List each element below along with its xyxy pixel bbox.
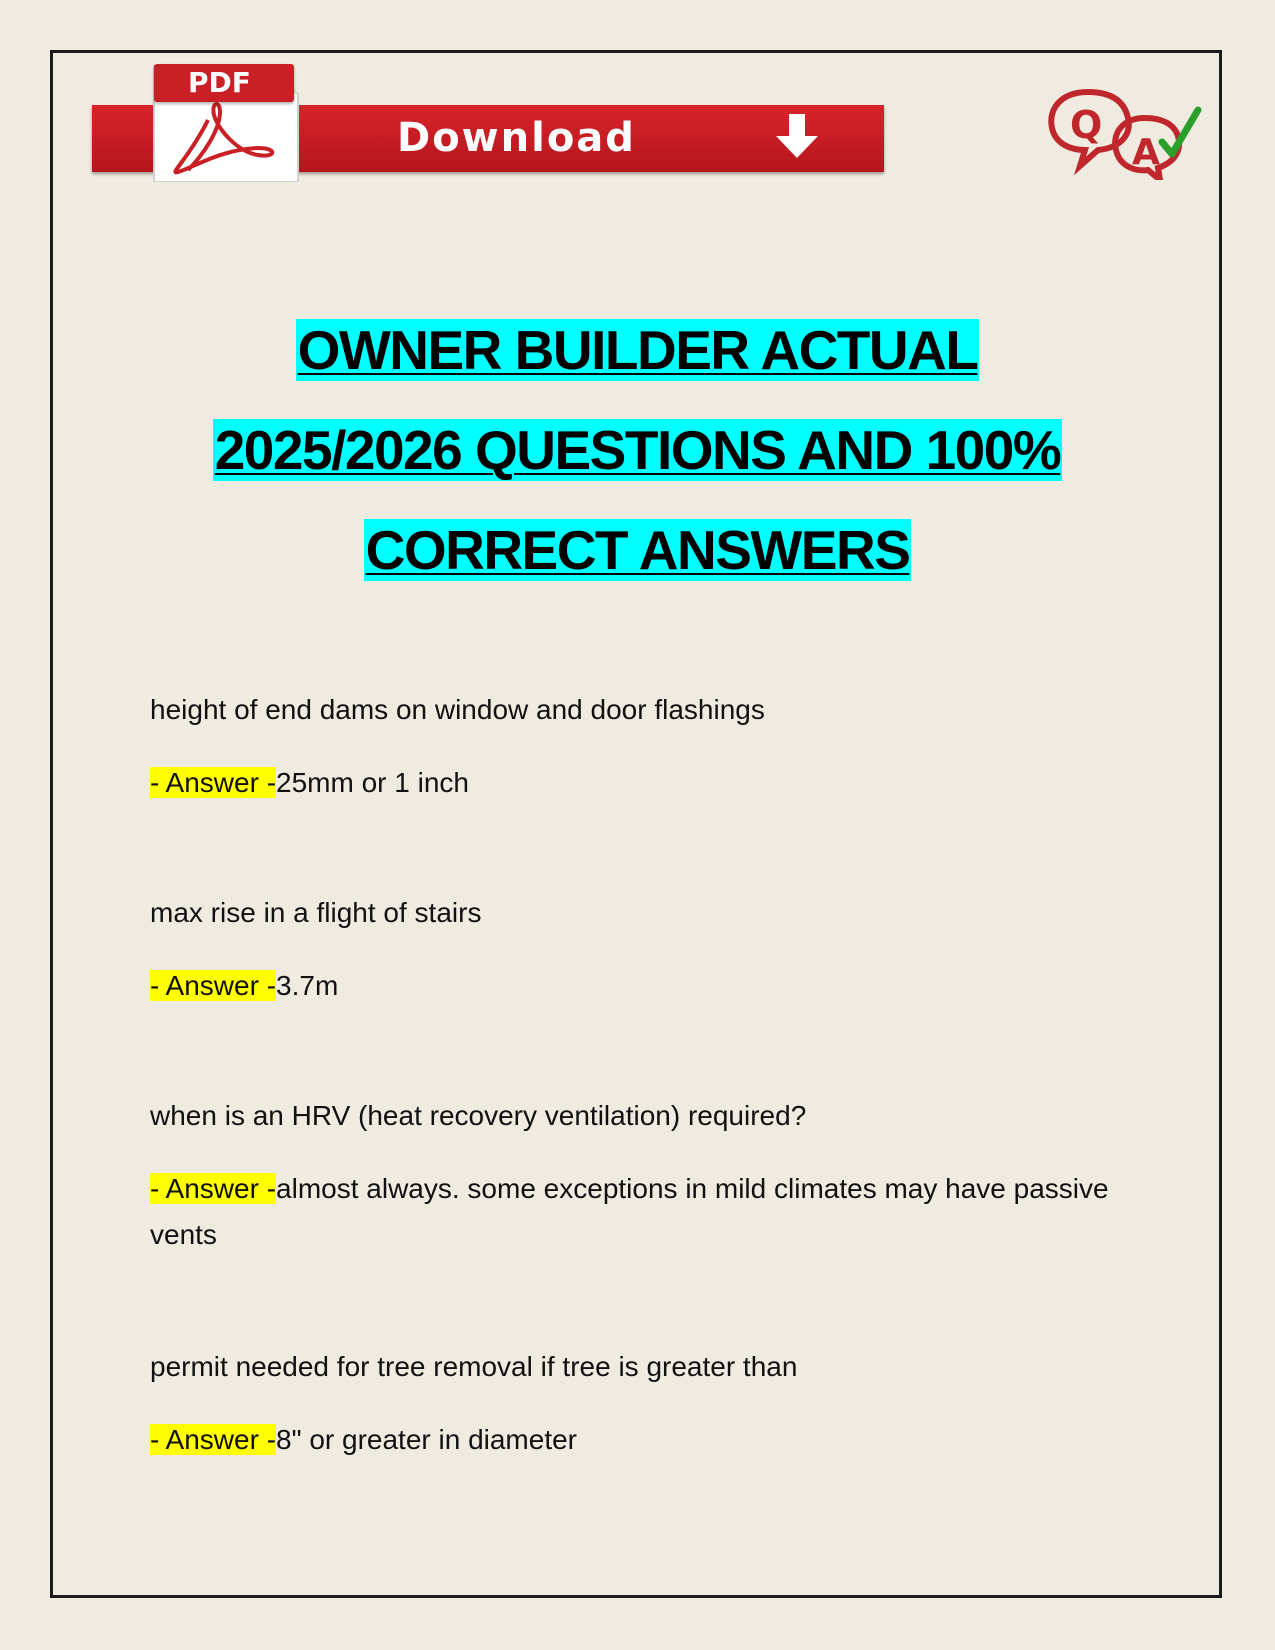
title-text-3: CORRECT ANSWERS: [365, 519, 910, 581]
answer-text: [150, 1417, 1110, 1463]
qa-logo-icon: [1040, 80, 1210, 180]
answer-text: [150, 963, 1110, 1009]
answer-text: [150, 760, 1110, 806]
pdf-download-banner[interactable]: [92, 60, 887, 185]
answer-text: [150, 1166, 1110, 1258]
question-text: permit needed for tree removal if tree is greater than: [150, 1351, 798, 1382]
answer-prefix: - Answer -: [150, 1424, 277, 1455]
document-title: [80, 300, 1195, 600]
title-text-1: OWNER BUILDER ACTUAL: [297, 319, 978, 381]
download-label: Download: [397, 115, 636, 161]
question-text: max rise in a flight of stairs: [150, 897, 482, 928]
answer-prefix: - Answer -: [150, 1173, 277, 1204]
answer-prefix: - Answer -: [150, 767, 277, 798]
title-text-2: 2025/2026 QUESTIONS AND 100%: [214, 419, 1061, 481]
answer-value: 3.7m: [276, 970, 339, 1001]
svg-text:Q: Q: [1070, 103, 1103, 147]
answer-value: almost always. some exceptions in mild climates may have passive vents: [150, 1173, 1109, 1250]
title-line-3: [80, 500, 1195, 600]
question-text: when is an HRV (heat recovery ventilation) required?: [150, 1100, 807, 1131]
answer-value: 8" or greater in diameter: [276, 1424, 578, 1455]
answer-prefix: - Answer -: [150, 970, 277, 1001]
svg-text:A: A: [1132, 132, 1160, 173]
pdf-label: PDF: [154, 64, 294, 102]
pdf-file-icon: [148, 60, 300, 182]
question-text: height of end dams on window and door flashings: [150, 694, 765, 725]
answer-value: 25mm or 1 inch: [276, 767, 469, 798]
download-arrow-icon: [772, 112, 822, 162]
title-line-2: [80, 400, 1195, 500]
title-line-1: [80, 300, 1195, 400]
